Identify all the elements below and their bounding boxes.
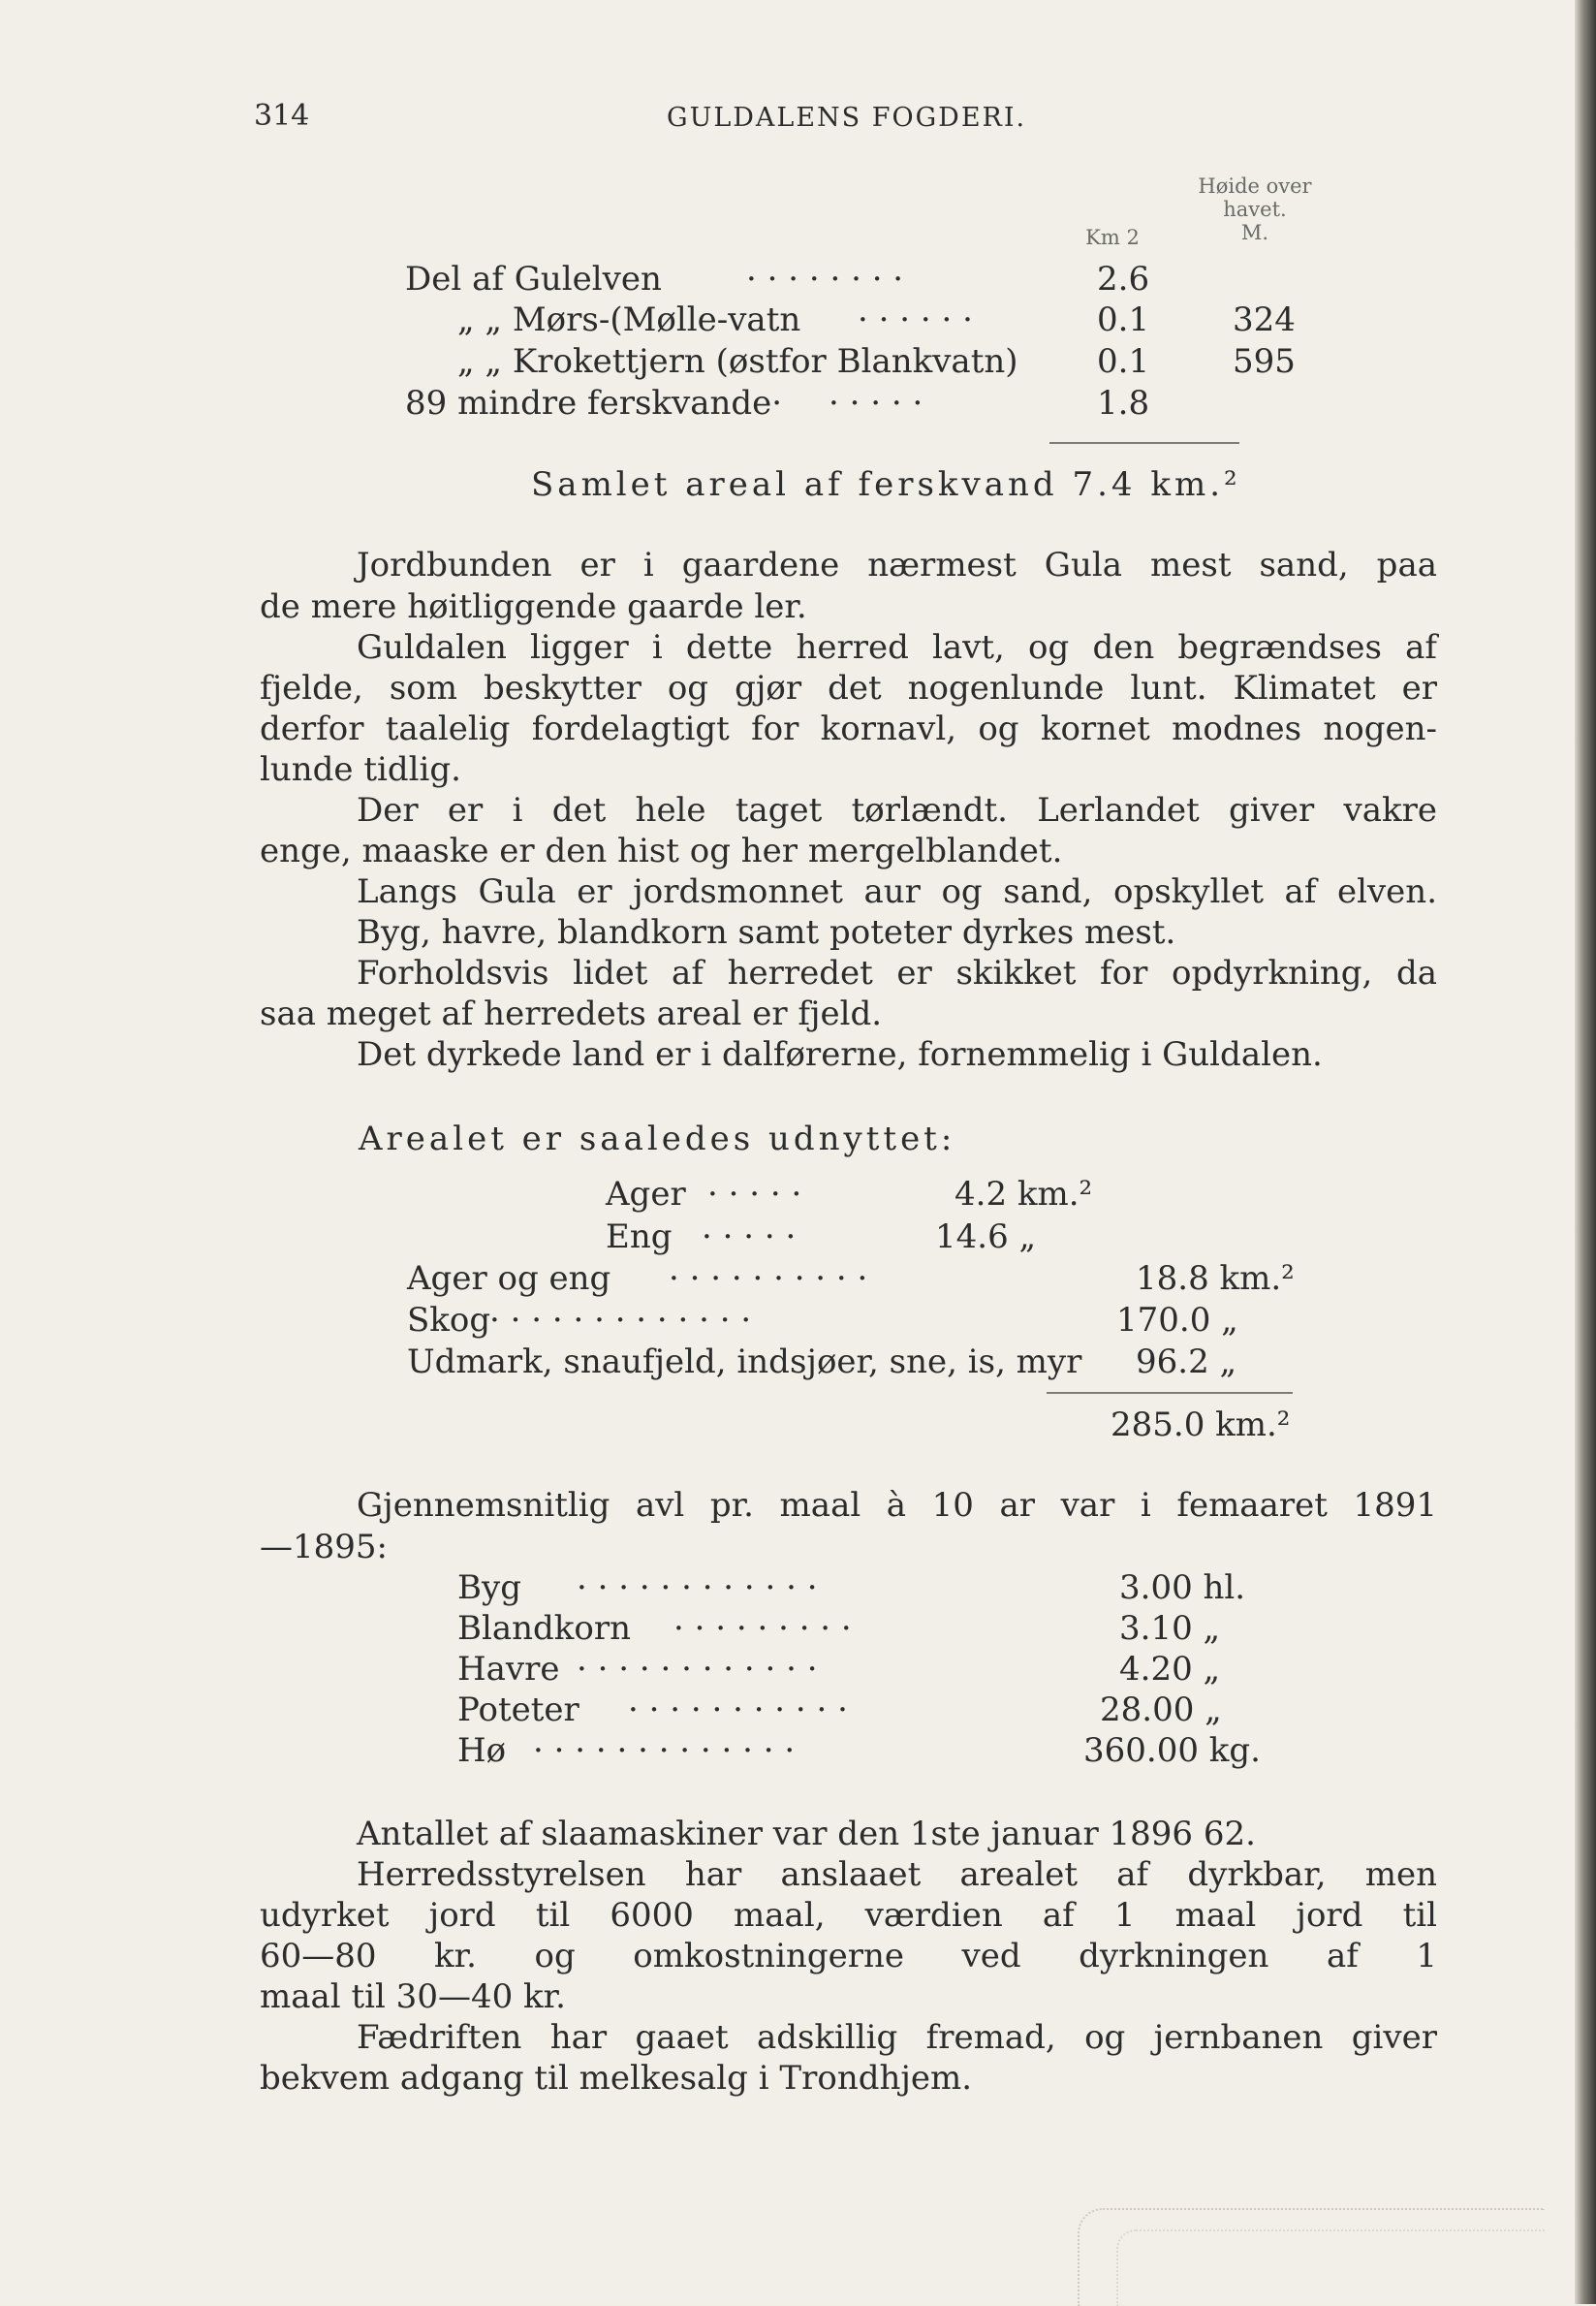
height-header-line1: Høide over xyxy=(1198,174,1312,198)
para-line: Fædriften har gaaet adskillig fremad, og jernbanen giver xyxy=(357,2018,1437,2057)
land-use-name: Udmark, snaufjeld, indsjøer, sne, is, myr xyxy=(407,1343,1082,1381)
lake-row-name: „ „ Mørs-(Mølle-vatn xyxy=(457,300,801,339)
para-line: Guldalen ligger i dette herred lavt, og den begrændses af xyxy=(357,628,1437,667)
yield-name: Byg xyxy=(457,1568,521,1607)
land-use-leader: · · · · · · · · · · · · · xyxy=(489,1301,752,1340)
para-line: Antallet af slaamaskiner var den 1ste januar 1896 62. xyxy=(357,1815,1256,1853)
yield-leader: · · · · · · · · · · · xyxy=(628,1690,848,1729)
para-line: maal til 30—40 kr. xyxy=(260,1977,566,2016)
para-line: Der er i det hele taget tørlændt. Lerlandet giver vakre xyxy=(357,791,1437,830)
lake-row-km: 0.1 xyxy=(1097,300,1150,339)
para-line: Jordbunden er i gaardene nærmest Gula mest sand, paa xyxy=(357,546,1437,584)
lake-row-name: „ „ Krokettjern (østfor Blankvatn) xyxy=(457,342,1018,381)
para-line: fjelde, som beskytter og gjør det nogenlunde lunt. Klimatet er xyxy=(260,669,1437,708)
yield-value: 28.00 „ xyxy=(1100,1690,1222,1729)
para-line: derfor taalelig fordelagtigt for kornavl, og kornet modnes nogen- xyxy=(260,710,1437,748)
km-header: Km 2 xyxy=(1085,226,1140,249)
land-use-value: 170.0 „ xyxy=(1116,1301,1238,1340)
para-line: enge, maaske er den hist og her mergelblandet. xyxy=(260,832,1063,870)
lake-total: Samlet areal af ferskvand 7.4 km.² xyxy=(531,465,1241,504)
yield-value: 3.00 hl. xyxy=(1119,1568,1246,1607)
yield-intro-line1: Gjennemsnitlig avl pr. maal à 10 ar var i femaaret 1891 xyxy=(357,1486,1437,1525)
lake-row-height: 324 xyxy=(1233,300,1296,339)
yield-name: Blandkorn xyxy=(457,1609,632,1648)
yield-value: 3.10 „ xyxy=(1119,1609,1221,1648)
land-use-sub-leader: · · · · · xyxy=(702,1217,797,1256)
land-use-sub-name: Ager xyxy=(606,1175,686,1214)
yield-name: Hø xyxy=(457,1731,507,1770)
land-use-intro: Arealet er saaledes udnyttet: xyxy=(359,1120,956,1158)
para-line: Byg, havre, blandkorn samt poteter dyrkes mest. xyxy=(357,913,1176,952)
land-use-name: Ager og eng xyxy=(407,1259,611,1298)
yield-value: 4.20 „ xyxy=(1119,1650,1221,1689)
para-line: Forholdsvis lidet af herredet er skikket for opdyrkning, da xyxy=(357,954,1437,993)
para-line: Det dyrkede land er i dalførerne, fornemmelig i Guldalen. xyxy=(357,1035,1323,1074)
lake-row-km: 2.6 xyxy=(1097,260,1150,299)
para-line: Langs Gula er jordsmonnet aur og sand, opskyllet af elven. xyxy=(357,872,1437,911)
land-use-total-rule xyxy=(1047,1392,1293,1394)
land-use-sub-value: 4.2 km.² xyxy=(954,1175,1093,1214)
lake-row-name: Del af Gulelven xyxy=(405,260,662,299)
land-use-total: 285.0 km.² xyxy=(1111,1406,1291,1444)
height-header-line2: havet. xyxy=(1223,198,1287,221)
book-edge xyxy=(1575,0,1596,2304)
land-use-name: Skog xyxy=(407,1301,491,1340)
para-line: de mere høitliggende gaarde ler. xyxy=(260,587,807,626)
lake-row-leader: · · · · · xyxy=(829,384,923,423)
height-header-line3: M. xyxy=(1240,221,1269,244)
yield-leader: · · · · · · · · · · · · · xyxy=(533,1731,796,1770)
lake-row-km: 0.1 xyxy=(1097,342,1150,381)
land-use-sub-value: 14.6 „ xyxy=(935,1217,1037,1256)
land-use-value: 18.8 km.² xyxy=(1136,1259,1295,1298)
lake-row-leader: · · · · · · · · xyxy=(746,260,904,299)
para-line: Herredsstyrelsen har anslaaet arealet af dyrkbar, men xyxy=(357,1855,1437,1894)
land-use-leader: · · · · · · · · · · xyxy=(669,1259,868,1298)
yield-leader: · · · · · · · · · · · · xyxy=(577,1568,818,1607)
land-use-sub-leader: · · · · · xyxy=(707,1175,802,1214)
yield-name: Poteter xyxy=(457,1690,579,1729)
yield-intro-line2: —1895: xyxy=(260,1528,388,1566)
yield-leader: · · · · · · · · · · · · xyxy=(577,1650,818,1689)
land-use-value: 96.2 „ xyxy=(1136,1343,1237,1381)
page-corner-mark xyxy=(1116,2229,1545,2306)
lake-row-name: 89 mindre ferskvande· xyxy=(405,384,783,423)
para-line: saa meget af herredets areal er fjeld. xyxy=(260,995,883,1033)
lake-row-height: 595 xyxy=(1233,342,1296,381)
para-line: 60—80 kr. og omkostningerne ved dyrkningen af 1 xyxy=(260,1937,1437,1975)
yield-name: Havre xyxy=(457,1650,560,1689)
para-line: lunde tidlig. xyxy=(260,750,461,789)
land-use-sub-name: Eng xyxy=(606,1217,673,1256)
para-line: udyrket jord til 6000 maal, værdien af 1 maal jord til xyxy=(260,1896,1437,1935)
lake-total-rule xyxy=(1049,442,1239,444)
lake-row-km: 1.8 xyxy=(1097,384,1150,423)
para-line: bekvem adgang til melkesalg i Trondhjem. xyxy=(260,2059,973,2098)
yield-value: 360.00 kg. xyxy=(1083,1731,1261,1770)
lake-row-leader: · · · · · · xyxy=(858,300,973,339)
page-number: 314 xyxy=(254,99,310,133)
yield-leader: · · · · · · · · · xyxy=(673,1609,852,1648)
running-title: GULDALENS FOGDERI. xyxy=(667,103,1027,133)
